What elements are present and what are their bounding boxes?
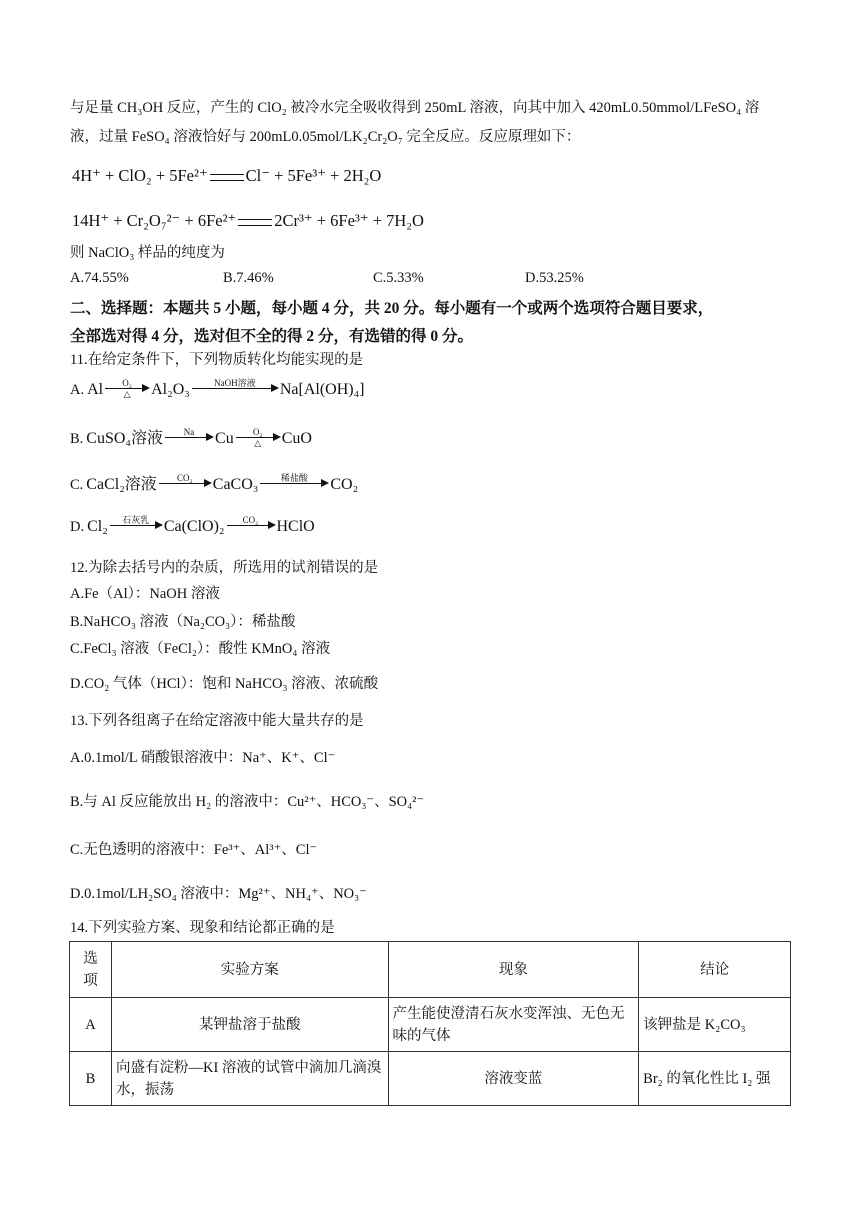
cell-plan: 向盛有淀粉—KI 溶液的试管中滴加几滴溴水，振荡	[111, 1052, 388, 1106]
arrow-condition-top: 稀盐酸	[280, 473, 308, 483]
arrow-condition-top: CO₂	[242, 515, 259, 525]
q10-stem: 则 NaClO₃ 样品的纯度为	[70, 245, 225, 261]
species: Cu	[215, 430, 234, 447]
table-row	[70, 1052, 791, 1106]
equation-1-left: 4H⁺ + ClO₂ + 5Fe²⁺	[72, 166, 208, 185]
header-option: 选项	[70, 942, 112, 998]
intro-line-1: 与足量 CH₃OH 反应，产生的 ClO₂ 被冷水完全吸收得到 250mL 溶液，向其中加入 420mL0.50mmol/LFeSO₄ 溶	[70, 100, 760, 116]
q11-stem: 11.在给定条件下，下列物质转化均能实现的是	[70, 352, 364, 368]
q11-option-a	[70, 378, 364, 399]
arrow-condition-bottom: △	[254, 438, 262, 448]
cell-conclusion: 该钾盐是 K₂CO₃	[639, 998, 791, 1052]
species: Cl₂	[87, 518, 108, 535]
equation-2	[72, 211, 424, 231]
q12-option-a: A.Fe（Al）：NaOH 溶液	[70, 586, 220, 602]
q10-option-b: B.7.46%	[223, 270, 274, 286]
equation-1	[72, 166, 381, 186]
species: HClO	[276, 518, 315, 535]
reaction-arrow	[110, 515, 162, 536]
species: CaCl₂溶液	[86, 476, 157, 493]
q12-option-c: C.FeCl₃ 溶液（FeCl₂）：酸性 KMnO₄ 溶液	[70, 641, 331, 657]
reaction-arrow	[159, 473, 211, 494]
intro-line-2: 液，过量 FeSO₄ 溶液恰好与 200mL0.05mol/LK₂Cr₂O₇ 完全反应。反应原理如下：	[70, 129, 581, 145]
q11-option-b	[70, 425, 312, 448]
equals-sign	[210, 174, 244, 181]
table-row	[70, 998, 791, 1052]
table-header-row	[70, 942, 791, 998]
species: CuSO₄溶液	[86, 430, 164, 447]
arrow-condition-top: NaOH溶液	[214, 378, 256, 388]
species: Al₂O₃	[151, 381, 190, 398]
arrow-condition-bottom: △	[123, 389, 131, 399]
species: CO₂	[330, 476, 359, 493]
header-plan: 实验方案	[111, 942, 388, 998]
cell-phenomenon: 溶液变蓝	[388, 1052, 639, 1106]
reaction-arrow	[227, 515, 275, 536]
arrow-condition-top: 石灰乳	[122, 515, 150, 525]
cell-phenomenon: 产生能使澄清石灰水变浑浊、无色无味的气体	[388, 998, 639, 1052]
reaction-arrow	[260, 473, 328, 494]
equation-2-right: 2Cr³⁺ + 6Fe³⁺ + 7H₂O	[274, 211, 424, 230]
species: CuO	[281, 430, 312, 447]
q13-option-a: A.0.1mol/L 硝酸银溶液中：Na⁺、K⁺、Cl⁻	[70, 750, 336, 766]
option-label: B.	[70, 431, 84, 447]
reaction-arrow	[192, 378, 278, 399]
species: Al	[87, 381, 104, 398]
q11-option-d	[70, 515, 315, 536]
q13-stem: 13.下列各组离子在给定溶液中能大量共存的是	[70, 713, 364, 729]
q10-option-a: A.74.55%	[70, 270, 129, 286]
q12-stem: 12.为除去括号内的杂质，所选用的试剂错误的是	[70, 560, 379, 576]
q10-option-d: D.53.25%	[525, 270, 584, 286]
species: CaCO₃	[212, 476, 259, 493]
header-phenomenon: 现象	[388, 942, 639, 998]
equals-sign	[238, 219, 272, 226]
arrow-condition-top: Na	[183, 427, 195, 437]
cell-option: A	[70, 998, 112, 1052]
header-conclusion: 结论	[639, 942, 791, 998]
q11-option-c	[70, 471, 358, 494]
q12-option-d: D.CO₂ 气体（HCl）：饱和 NaHCO₃ 溶液、浓硫酸	[70, 676, 379, 692]
cell-conclusion: Br₂ 的氧化性比 I₂ 强	[639, 1052, 791, 1106]
arrow-condition-top: CO₂	[176, 473, 193, 483]
q13-option-b: B.与 Al 反应能放出 H₂ 的溶液中：Cu²⁺、HCO₃⁻、SO₄²⁻	[70, 794, 425, 810]
arrow-condition-top: O₂	[122, 378, 132, 388]
option-label: D.	[70, 519, 85, 535]
q14-stem: 14.下列实验方案、现象和结论都正确的是	[70, 920, 335, 936]
species: Ca(ClO)₂	[163, 518, 225, 535]
experiment-table	[69, 941, 791, 1106]
option-label: C.	[70, 477, 84, 493]
section-2-heading-line-2: 全部选对得 4 分，选对但不全的得 2 分，有选错的得 0 分。	[70, 328, 474, 345]
option-label: A.	[70, 382, 85, 398]
q13-option-c: C.无色透明的溶液中：Fe³⁺、Al³⁺、Cl⁻	[70, 842, 318, 858]
cell-option: B	[70, 1052, 112, 1106]
equation-2-left: 14H⁺ + Cr₂O₇²⁻ + 6Fe²⁺	[72, 211, 237, 230]
q10-option-c: C.5.33%	[373, 270, 424, 286]
q12-option-b: B.NaHCO₃ 溶液（Na₂CO₃）：稀盐酸	[70, 614, 296, 630]
section-2-heading-line-1: 二、选择题：本题共 5 小题，每小题 4 分，共 20 分。每小题有一个或两个选项符合题目要求，	[70, 300, 714, 317]
arrow-condition-top: O₂	[252, 427, 263, 437]
species: Na[Al(OH)₄]	[279, 381, 365, 398]
reaction-arrow	[105, 378, 149, 399]
reaction-arrow	[165, 427, 213, 448]
reaction-arrow	[236, 427, 280, 448]
equation-1-right: Cl⁻ + 5Fe³⁺ + 2H₂O	[245, 166, 382, 185]
cell-plan: 某钾盐溶于盐酸	[111, 998, 388, 1052]
q13-option-d: D.0.1mol/LH₂SO₄ 溶液中：Mg²⁺、NH₄⁺、NO₃⁻	[70, 886, 367, 902]
